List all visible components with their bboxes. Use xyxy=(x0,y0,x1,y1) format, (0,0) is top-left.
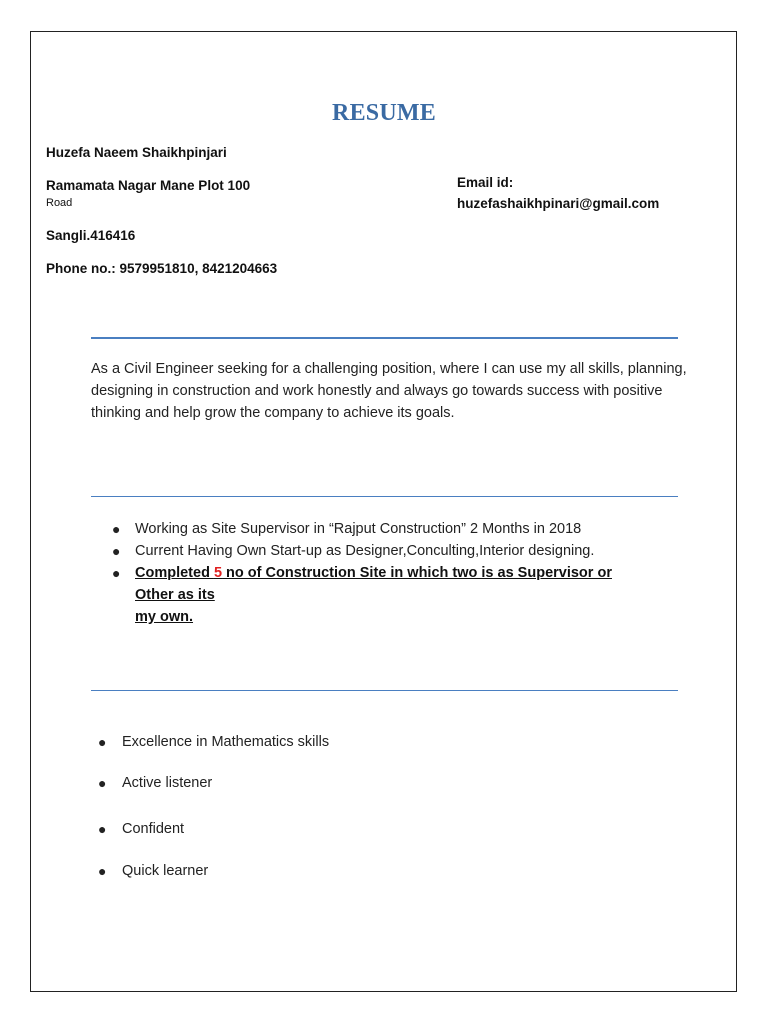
list-item xyxy=(112,518,672,540)
skill-text: Quick learner xyxy=(122,863,209,879)
address-line-2: Road xyxy=(46,197,73,209)
city-pin: Sangli.416416 xyxy=(46,228,136,243)
bullet-icon: ● xyxy=(98,775,107,791)
experience-item-text: Current Having Own Start-up as Designer,Conculting,Interior designing. xyxy=(135,543,595,559)
page-title: RESUME xyxy=(332,100,436,126)
highlight-line-3: my own. xyxy=(135,609,194,625)
bullet-icon: ● xyxy=(98,863,107,879)
highlight-prefix: Completed xyxy=(135,565,214,581)
list-item xyxy=(112,540,672,562)
page-border xyxy=(30,31,737,992)
candidate-name: Huzefa Naeem Shaikhpinjari xyxy=(46,145,227,160)
list-item xyxy=(98,731,329,753)
list-item xyxy=(98,818,184,840)
bullet-icon: ● xyxy=(98,821,107,837)
highlight-number: 5 xyxy=(213,565,223,581)
highlight-line-2: Other as its xyxy=(135,587,215,603)
skill-text: Excellence in Mathematics skills xyxy=(122,734,330,750)
skill-text: Confident xyxy=(122,821,185,837)
phone-numbers: Phone no.: 9579951810, 8421204663 xyxy=(46,261,278,276)
email-address: huzefashaikhpinari@gmail.com xyxy=(457,196,660,211)
address-line-1: Ramamata Nagar Mane Plot 100 xyxy=(46,178,251,193)
section-divider xyxy=(91,690,678,691)
bullet-icon: ● xyxy=(112,543,121,559)
list-item xyxy=(112,562,672,628)
bullet-icon: ● xyxy=(112,565,121,581)
section-divider xyxy=(91,337,678,339)
career-objective: As a Civil Engineer seeking for a challenging position, where I can use my all skills, planning, designing in construction and work honestly and always go towards success with positive thinking and help grow the company to achieve its goals. xyxy=(91,361,687,421)
experience-highlight xyxy=(135,565,612,581)
list-item xyxy=(98,860,208,882)
experience-item-text: Working as Site Supervisor in “Rajput Construction” 2 Months in 2018 xyxy=(135,521,582,537)
skill-text: Active listener xyxy=(122,775,213,791)
email-label: Email id: xyxy=(457,175,514,190)
bullet-icon: ● xyxy=(98,734,107,750)
experience-list xyxy=(112,518,672,628)
section-divider xyxy=(91,496,678,497)
bullet-icon: ● xyxy=(112,521,121,537)
highlight-line-1: no of Construction Site in which two is as Supervisor or xyxy=(222,565,612,581)
list-item xyxy=(98,772,212,794)
